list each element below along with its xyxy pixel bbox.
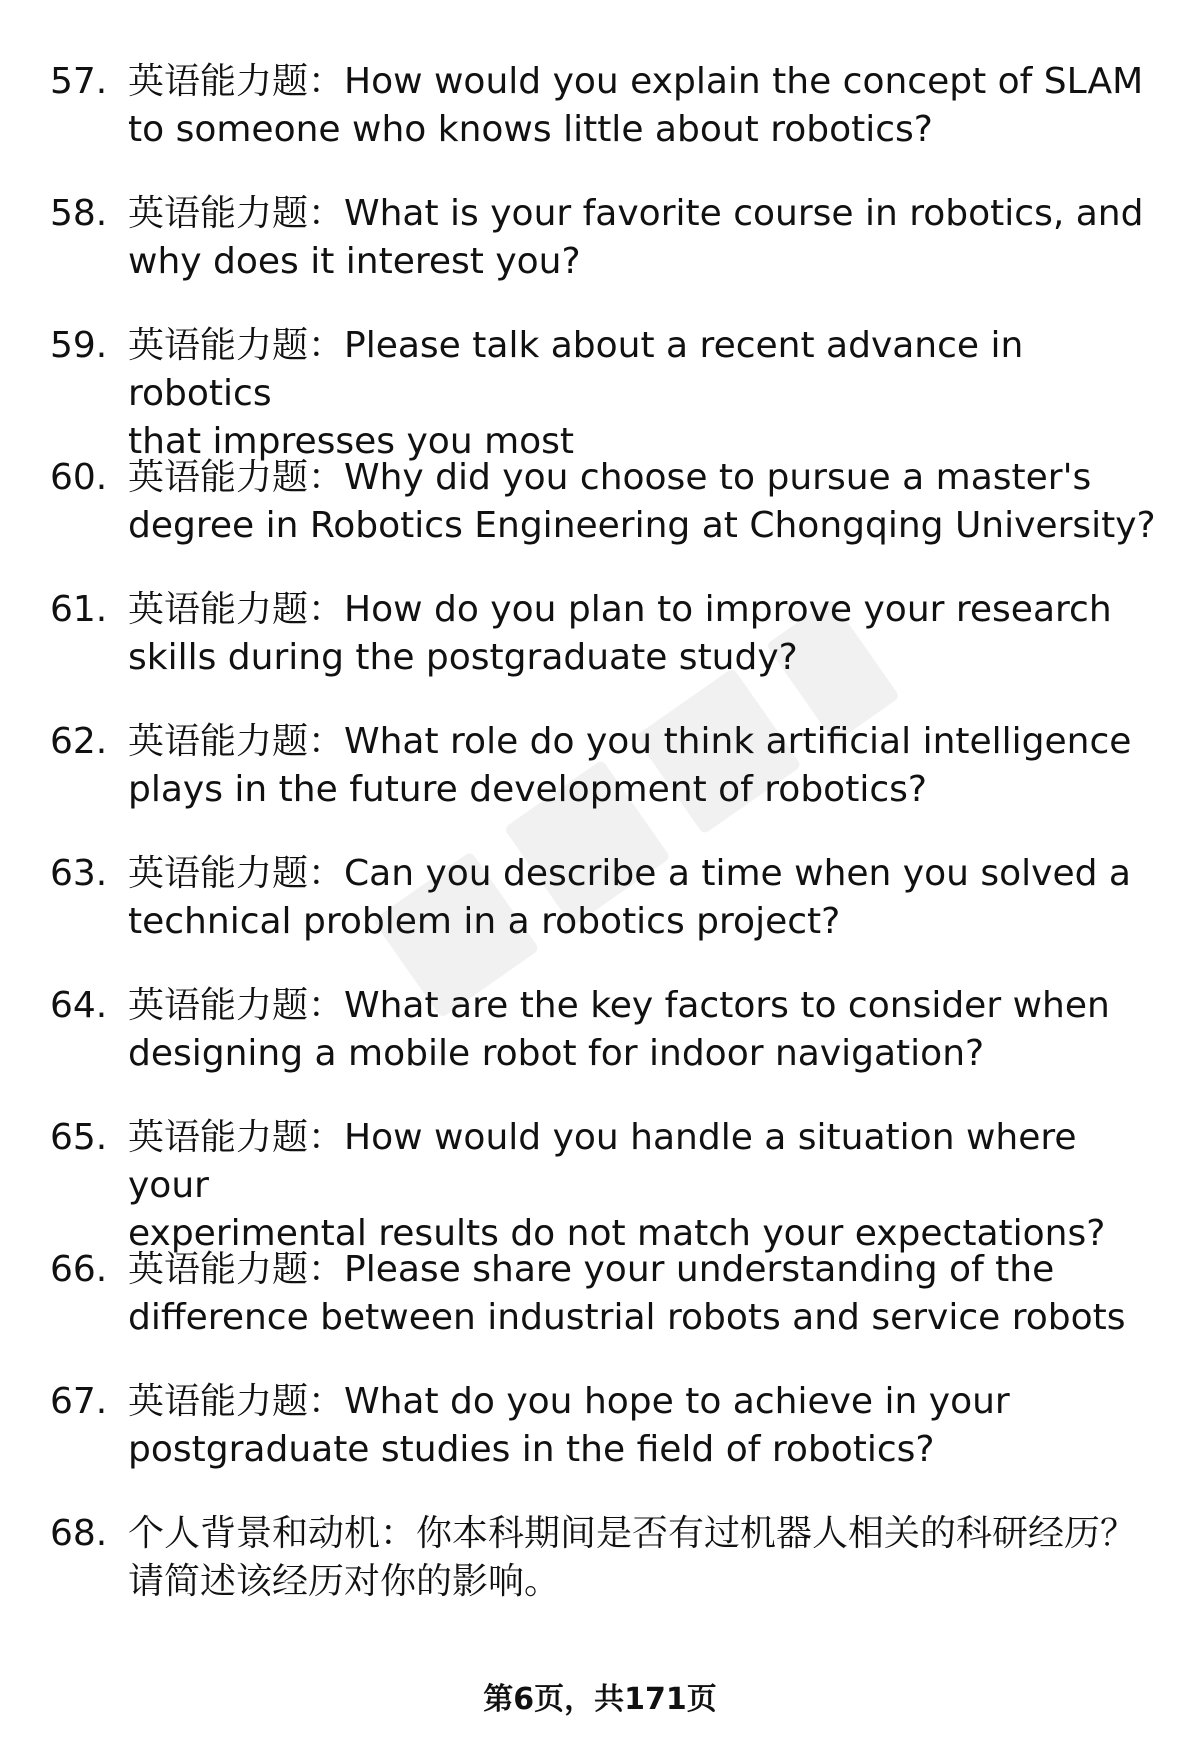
list-item [50, 58, 1160, 190]
question-text: 英语能力题：What role do you think artificial intelligence plays in the future development of robotics? [128, 721, 1132, 810]
question-text: 英语能力题：Please share your understanding of the difference between industrial robots and service robots [128, 1249, 1126, 1338]
question-text: 英语能力题：How would you explain the concept of SLAM to someone who knows little about robotics? [128, 61, 1144, 150]
question-number: 58. [50, 193, 108, 234]
question-number: 63. [50, 853, 108, 894]
question-text: 英语能力题：What are the key factors to consider when designing a mobile robot for indoor navigation? [128, 985, 1110, 1074]
question-text: 英语能力题：Why did you choose to pursue a master's degree in Robotics Engineering at Chongqing University? [128, 457, 1156, 546]
question-number: 61. [50, 589, 108, 630]
question-number: 67. [50, 1381, 108, 1422]
question-list [50, 58, 1160, 1642]
list-item [50, 850, 1160, 982]
list-item [50, 322, 1160, 462]
list-item [50, 190, 1160, 322]
question-number: 65. [50, 1117, 108, 1158]
list-item [50, 1510, 1160, 1642]
question-text: 英语能力题：What do you hope to achieve in your postgraduate studies in the field of robotics? [128, 1381, 1010, 1470]
question-text: 英语能力题：How would you handle a situation where your experimental results do not match your expectations? [128, 1117, 1106, 1254]
question-number: 57. [50, 61, 108, 102]
list-item [50, 718, 1160, 850]
question-text: 个人背景和动机：你本科期间是否有过机器人相关的科研经历？ 请简述该经历对你的影响。 [128, 1513, 1137, 1602]
list-item [50, 454, 1160, 586]
question-text: 英语能力题：What is your favorite course in robotics, and why does it interest you? [128, 193, 1144, 282]
question-number: 59. [50, 325, 108, 366]
page-footer: 第6页，共171页 [483, 1682, 717, 1717]
question-text: 英语能力题：How do you plan to improve your research skills during the postgraduate study? [128, 589, 1112, 678]
list-item [50, 982, 1160, 1114]
list-item [50, 586, 1160, 718]
question-text: 英语能力题：Can you describe a time when you solved a technical problem in a robotics project? [128, 853, 1131, 942]
question-number: 62. [50, 721, 108, 762]
question-text: 英语能力题：Please talk about a recent advance in robotics that impresses you most [128, 325, 1024, 462]
question-number: 68. [50, 1513, 108, 1554]
question-number: 66. [50, 1249, 108, 1290]
question-number: 64. [50, 985, 108, 1026]
question-number: 60. [50, 457, 108, 498]
list-item [50, 1114, 1160, 1254]
list-item [50, 1378, 1160, 1510]
list-item [50, 1246, 1160, 1378]
